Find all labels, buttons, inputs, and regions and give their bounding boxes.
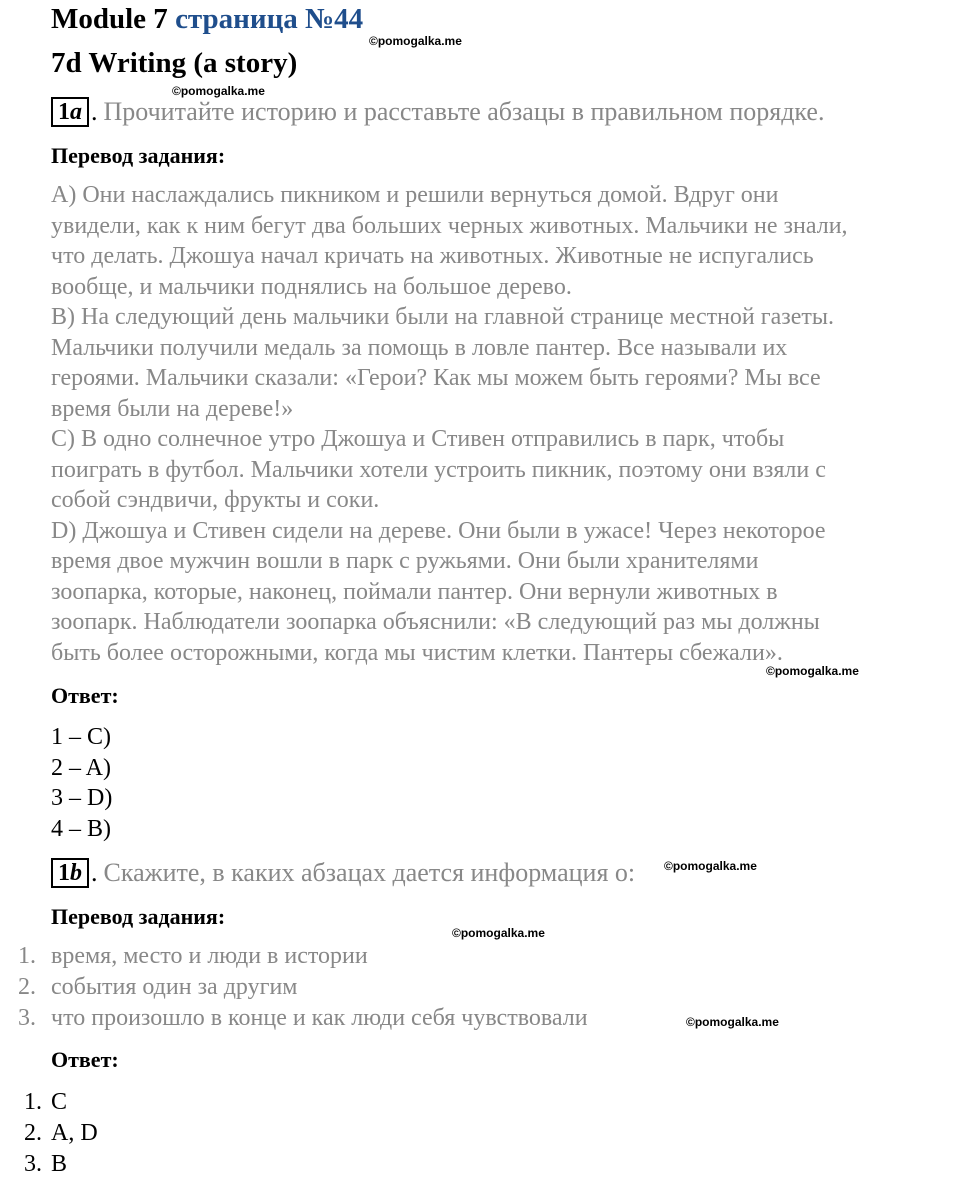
translation-label: Перевод задания: <box>51 904 226 929</box>
story-line: время были на дереве!» <box>51 395 294 422</box>
task-number-box: 1a <box>51 97 89 127</box>
module-label: Module 7 <box>51 3 168 35</box>
story-line: увидели, как к ним бегут два больших черных животных. Мальчики не знали, <box>51 212 848 239</box>
task-number-box: 1b <box>51 858 89 888</box>
watermark: ©pomogalka.me <box>172 84 265 98</box>
list-item: 2. события один за другим <box>18 974 298 1000</box>
story-line: C) В одно солнечное утро Джошуа и Стивен отправились в парк, чтобы <box>51 426 785 452</box>
watermark: ©pomogalka.me <box>369 34 462 48</box>
story-line: B) На следующий день мальчики были на главной странице местной газеты. <box>51 304 835 330</box>
story-line: что делать. Джошуа начал кричать на животных. Животные не испугались <box>51 243 814 269</box>
story-line: зоопарк. Наблюдатели зоопарка объяснили: «В следующий раз мы должны <box>51 609 820 635</box>
task-instruction: Скажите, в каких абзацах дается информация о: <box>103 858 636 887</box>
answer-item: 3. B <box>24 1151 68 1177</box>
task-1b-list <box>18 941 588 1034</box>
story-line: A) Они наслаждались пикником и решили вернуться домой. Вдруг они <box>51 182 779 208</box>
answer-1b-list <box>24 1087 98 1180</box>
watermark: ©pomogalka.me <box>664 859 757 873</box>
story-line: Мальчики получили медаль за помощь в ловле пантер. Все называли их <box>51 334 788 361</box>
page-number-link[interactable]: страница №44 <box>175 3 364 35</box>
answer-1a-list <box>51 722 112 844</box>
story-line: вообще, и мальчики поднялись на большое дерево. <box>51 273 572 300</box>
story-text <box>51 180 951 668</box>
story-line: время двое мужчин вошли в парк с ружьями. Они были хранителями <box>51 548 759 574</box>
story-line: зоопарка, которые, наконец, поймали пантер. Они вернули животных в <box>51 578 778 605</box>
task-1a: 1a . Прочитайте историю и расставьте абзацы в правильном порядке. <box>51 97 824 127</box>
list-item: 1. время, место и люди в истории <box>18 943 368 969</box>
story-line: быть более осторожными, когда мы чистим клетки. Пантеры сбежали». <box>51 639 783 666</box>
watermark: ©pomogalka.me <box>766 664 859 678</box>
story-line: поиграть в футбол. Мальчики хотели устроить пикник, поэтому они взяли с <box>51 456 826 483</box>
task-instruction: Прочитайте историю и расставьте абзацы в правильном порядке. <box>103 97 825 126</box>
answer-label: Ответ: <box>51 1047 119 1072</box>
story-line: D) Джошуа и Стивен сидели на дереве. Они были в ужасе! Через некоторое <box>51 517 826 544</box>
task-1b: 1b . Скажите, в каких абзацах дается информация о: <box>51 858 635 888</box>
list-item: 3. что произошло в конце и как люди себя чувствовали <box>18 1005 588 1031</box>
answer-item: 1. C <box>24 1089 68 1115</box>
story-line: героями. Мальчики сказали: «Герои? Как мы можем быть героями? Мы все <box>51 365 821 391</box>
watermark: ©pomogalka.me <box>452 926 545 940</box>
answer-item: 2 – A) <box>51 754 111 781</box>
answer-item: 4 – B) <box>51 815 111 842</box>
watermark: ©pomogalka.me <box>686 1015 779 1029</box>
answer-item: 1 – C) <box>51 724 111 750</box>
answer-label: Ответ: <box>51 683 119 708</box>
translation-label: Перевод задания: <box>51 143 226 168</box>
answer-item: 2. A, D <box>24 1120 98 1146</box>
answer-item: 3 – D) <box>51 785 113 811</box>
section-title: 7d Writing (a story) <box>51 47 298 79</box>
story-line: собой сэндвичи, фрукты и соки. <box>51 487 380 513</box>
page-heading <box>51 2 363 36</box>
